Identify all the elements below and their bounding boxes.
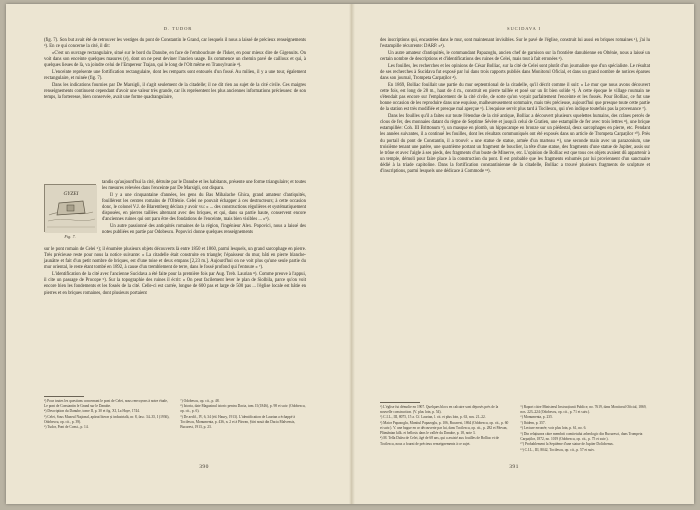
paragraph: (fig. 7). Son but avait été de retrouver les vestiges du pont de Constantin le Grand, car lesquels il nous a laissé de précieux renseignements ³). En ce qui concerne la cité, il dit:	[44, 38, 306, 50]
paragraph: des inscriptions qui, encastrées dans le mur, sont maintenant invisibles. Sur le pavé de l'église, construit lui aussi en briques romaines ¹), j'ai lu l'estampille récurrente: DARP. »²).	[380, 38, 650, 50]
paragraph: tandis qu'aujourd'hui la cité, détruite par le Danube et les habitants, présente une forme triangulaire; et toutes les mesures relevées dans l'enceinte par De Marsigli, ont disparu.	[102, 180, 306, 192]
paragraph: Il y a une cinquantaine d'années, les gens du Bas Mihalache Ghica, grand amateur d'antiquités, fouillèrent les centres romains de l'Olténie. Celei ne pouvait échapper à ces destructeurs; à cette occasion donc, le colonel V.J. de Blaremberg déclara y avoir vu: « ... des constructions régulières et systématiquement disposées, en pierres taillées alternant avec des briques, et qui, dans sa partie haute, conservent encore d'anciennes ruines qui ont paru être des fondations de l'enceinte, mais bien visibles ... »⁵).	[102, 192, 306, 223]
footnote: ⁷) Odobescu, op. cit., p. 48.	[180, 399, 220, 403]
footnote: ⁴) M. Tella Dalea de Celei, âgé de 68 ans, qui a assisté aux fouilles de Bolliac et de Tocilescu, nous a fourni de précieux renseignements à ce sujet.	[380, 436, 499, 446]
footnote: ²) C.I.L., III, 8075, 15 a. Cf. Laurian, l. cit. et plus loin, p. 63, nos. 21–22.	[380, 415, 486, 420]
footnote: ¹¹) C.I.L., III, 8042, Tocilescu, op. cit., p. 57 et suiv.	[520, 447, 595, 452]
figure-7	[44, 184, 96, 240]
page-number: 391	[509, 464, 519, 470]
paragraph: «C'est un ouvrage rectangulaire, situé sur le bord du Danube, en face de l'embouchure de l'Isker, en pour mieux dire de Gigenuits. On voit dans son enceinte quelques masures (ν), dont on ne peut deviner l'ancien usage. Ils commence un chemin pavé de cailloux et qui, à quelques lieues de là, va joindre celui de l'Empereur Trajan, qui le long de l'Olt même en Transylvanie ⁴).	[44, 50, 306, 69]
footnote: ⁷) Ibidem, p. 357.	[520, 420, 546, 425]
body-text-bottom	[44, 247, 306, 297]
footnote: ⁵) Celei, Sous Muzeul Naţional, apărut literar și industrială, nr. 8, fasc. 34–35, I (1936), Odobescu, op. cit., p. 39).	[44, 414, 170, 424]
running-head: D. TUDOR	[163, 26, 193, 31]
footnote: ¹) L'église fut démolie en 1907. Quelques blocs en calcaire sont déposés près de la nouvelle construction. (V. plus loin, p. 54).	[380, 405, 499, 415]
body-text-wrap	[102, 180, 306, 237]
footnote: ⁹) De aedif., IV, 6, 34 (éd. Haury, 1913). L'identification de Laurian a échappé à Tocilescu, Monumenta, p. 436, n. 2 et à Pârvan, Știri nouă din Dacia Malvensis, Bucarest, 1913, p. 23.	[180, 414, 296, 430]
left-page	[6, 4, 350, 504]
page-number: 390	[199, 464, 209, 470]
paragraph: Les fouilles, les recherches et les opinions de César Bolliac, sur la cité de Celei sont plutôt d'un journaliste que d'un spécialiste. Le résultat de ses recherches à Sucidava fut exposé par lui dans trois rapports publiés dans Monitorul Oficial, et dans un grand nombre de notices éparses dans son journal, Trompeta Carpaților ⁴).	[380, 63, 650, 81]
body-text-top	[44, 38, 306, 102]
footnote: ⁹) Din relațiunea către membrii comitetului arheologic din Bucuresci, dans Trompeta Carpaților, 1872, no. 1019 (Odobescu, op. cit., p. 75 et suiv.).	[520, 431, 643, 441]
fortress-sketch-image	[44, 184, 96, 232]
body-text-main	[380, 38, 650, 176]
footnote-column	[380, 405, 510, 453]
fortress-sketch-icon	[45, 185, 97, 233]
footnotes	[380, 405, 650, 453]
paragraph: En 1869, Bolliac fouillait une partie du mur septentrional de la citadelle, qu'il décrit comme il suit: « Le mur que nous avons découvert cette fois, est long de 28 m., haut de 4 m., construit en pierre taillée et posé sur un lit bien solide ⁵). À cette époque le village roumain ne s'étendait pas encore sur l'emplacement de la cité civile, de sorte qu'on voyait parfaitement l'enceinte et les fossés. Pour Bolliac, ce fut une bonne occasion de les reproduire dans une esquisse, malheureusement sommaire, mais très précieuse, aujourd'hui que presque toute cette partie de la station est très modifiée et presque mal aperçue ⁶). L'esquisse servit plus tard à Tocilescu, qui n'en indique toutefois pas la provenance ⁷).	[380, 82, 650, 113]
paragraph: Dans les indications fournies par De Marsigli, il s'agit seulement de la citadelle; il ne dit rien au sujet de la cité civile. Ces maigres renseignements continuent cependant d'avoir une valeur très grande, car ils représentent les plus anciennes informations précieuses: de son temps, la forteresse, bien conservée, avait une forme quadrangulaire,	[44, 82, 306, 100]
footnote: ⁶) Monumenta, p. 235.	[520, 415, 553, 420]
paragraph: Dans les fouilles qu'il a faites sur toute l'étendue de la cité antique, Bolliac a découvert plusieurs squelettes humains, des crânes percés de clous de fer, des monnaies datant du règne de Septime Sévère et jusqu'à celui de Gratien, une estampille de fer avec trois lettres ⁸), une brique estampillée: Coh. III Brittonum ⁹), un masque en plomb, un hippocampe en bronze sur un piédestal, deux sarcophages en pierre, etc. Pendant les années suivantes, il a continué les fouilles, dont les résultats communiqués ont été exposés dans un article de Trompeta Carpaților ¹⁰). Près du portail du pont de Constantin, il a trouvé: « une statue de statue, armée d'un marteau ¹¹), une seconde main avec un parazonium, une troisième tenant une patère, une quatrième portant un fragment de bouclier, la tête d'une statue, des fragments d'une statue de Jupiter, assis sur le trône et avec l'aigle à ses pieds, des fragments d'un buste de Minerve, etc. L'opinion de Bolliac est que tous ces objets avaient dû appartenir à un temple, démoli pour faire place à la construction du pont. Il est probable que les fragments exhumés par lui proviennent d'un sanctuaire dédié à la triade capitoline. Dans la fortification constantinienne de la citadelle, Bolliac a trouvé plusieurs fragments de sculpture et d'inscriptions, parmi lesquels une dédicace à Commode ¹²).	[380, 113, 650, 175]
footnote: ⁵) Raport către Ministerul Instrucțiunii Publice, no. 7619, dans Monitorul Oficial, 1869, nos. 223–224 (Odobescu, op. cit., p. 71 et suiv.).	[520, 405, 647, 415]
paragraph: Un autre passionné des antiquités romaines de la région, l'ingénieur Alex. Popovici, nous a laissé des notes publiées en partie par Odobescu. Popovici donne quelques renseignements	[102, 224, 306, 236]
paragraph: sur le pont romain de Celei ⁶); il énumère plusieurs objets découverts là entre 1850 et 1860, parmi lesquels, un grand sarcophage en pierre. Très précieuse reste pour nous la notice suivante: « La citadelle était construite en triangle; l'épaisseur du mur, bâti en pierre blanche-jaunâtre et fait d'un petit nombre de briques, est d'une toise et deux empans [2,23 m.]. Aujourd'hui on ne voit plus qu'une seule partie du mur oriental, le reste étant tombé en 1892, à cause d'un tremblement de terre, dans le fossé profond qui l'entoure » ⁷).	[44, 247, 306, 271]
footnote: ¹⁰) Probablement la Septième d'une statue de Jupiter Dolichenus.	[520, 442, 614, 447]
footnote: ⁸) Lecture erronée; voir plus loin, p. 61, no. 6.	[520, 426, 587, 431]
footnote-rule	[44, 396, 84, 397]
footnote: ³) Maior Papazoglu, Monitul Papazoglu, p. 106, Bucarest, 1864 (Odobescu, op. cit., p. 60 et suiv.). V. une bague en or découverte par lui, dans Tocilescu, op. cit., p. 282 et Pârvan, Plămânian kilk. et bellosis dans le vallée du Danube, p. 18, note 3.	[380, 420, 509, 436]
book-spread	[6, 4, 694, 504]
figure-caption: Fig. 7.	[64, 234, 76, 239]
footnote: ⁶) Tudor, Pont de Const., p. 14.	[44, 425, 89, 430]
footnote-column	[180, 399, 306, 431]
right-page	[354, 4, 694, 504]
footnote-column	[520, 405, 650, 453]
footnote: ⁸) Istoria, date Magazinul istoric pentru Dacia, tom. II (1846), p. 98 et suiv. (Odobescu, op. cit., p. 6).	[180, 404, 306, 414]
footnote: ⁴) Description du Danube, tome II, p. 30 et fig. XI, La Haye, 1744.	[44, 409, 140, 414]
figure-label: GYZEI	[63, 191, 79, 197]
footnote-rule	[380, 402, 420, 403]
running-head: SUCIDAVA I	[507, 26, 541, 31]
footnotes	[44, 399, 306, 431]
footnote-column	[44, 399, 170, 431]
footnote: ³) Pour toutes les questions concernant le pont de Celei, nous renvoyons à notre étude, Le pont de Constantin le Grand sur le Danube.	[44, 399, 168, 409]
paragraph: L'identification de la cité avec l'ancienne Sucidava a été faite pour la première fois par Aug. Treb. Laurian ⁸). Comme preuve à l'appui, il cite un passage de Procope ⁹). Sur la topographie des ruines il écrit: « On peut facilement lever le plan de Siolbila, parce qu'on voit encore bien les fondements et les fossés de la cité. Celle-ci est carrée, longue de 600 pas et large de 500 pas ... l'église locale est bâtie en pierres et en briques romaines, dont plusieurs portaient	[44, 272, 306, 296]
paragraph: Un autre amateur d'antiquités, le commandant Papazoglu, ancien chef de garnison sur la frontière danubienne en Olténie, nous a laissé un certain nombre de descriptions et d'identifications des ruines de Celei, mais tout à fait erronées ³).	[380, 50, 650, 62]
paragraph: L'enceinte représente une fortification rectangulaire, dont les remparts sont entourés d'un fossé. Au milieu, il y a une tour, également rectangulaire, et ruinée (fig. 7).	[44, 69, 306, 81]
